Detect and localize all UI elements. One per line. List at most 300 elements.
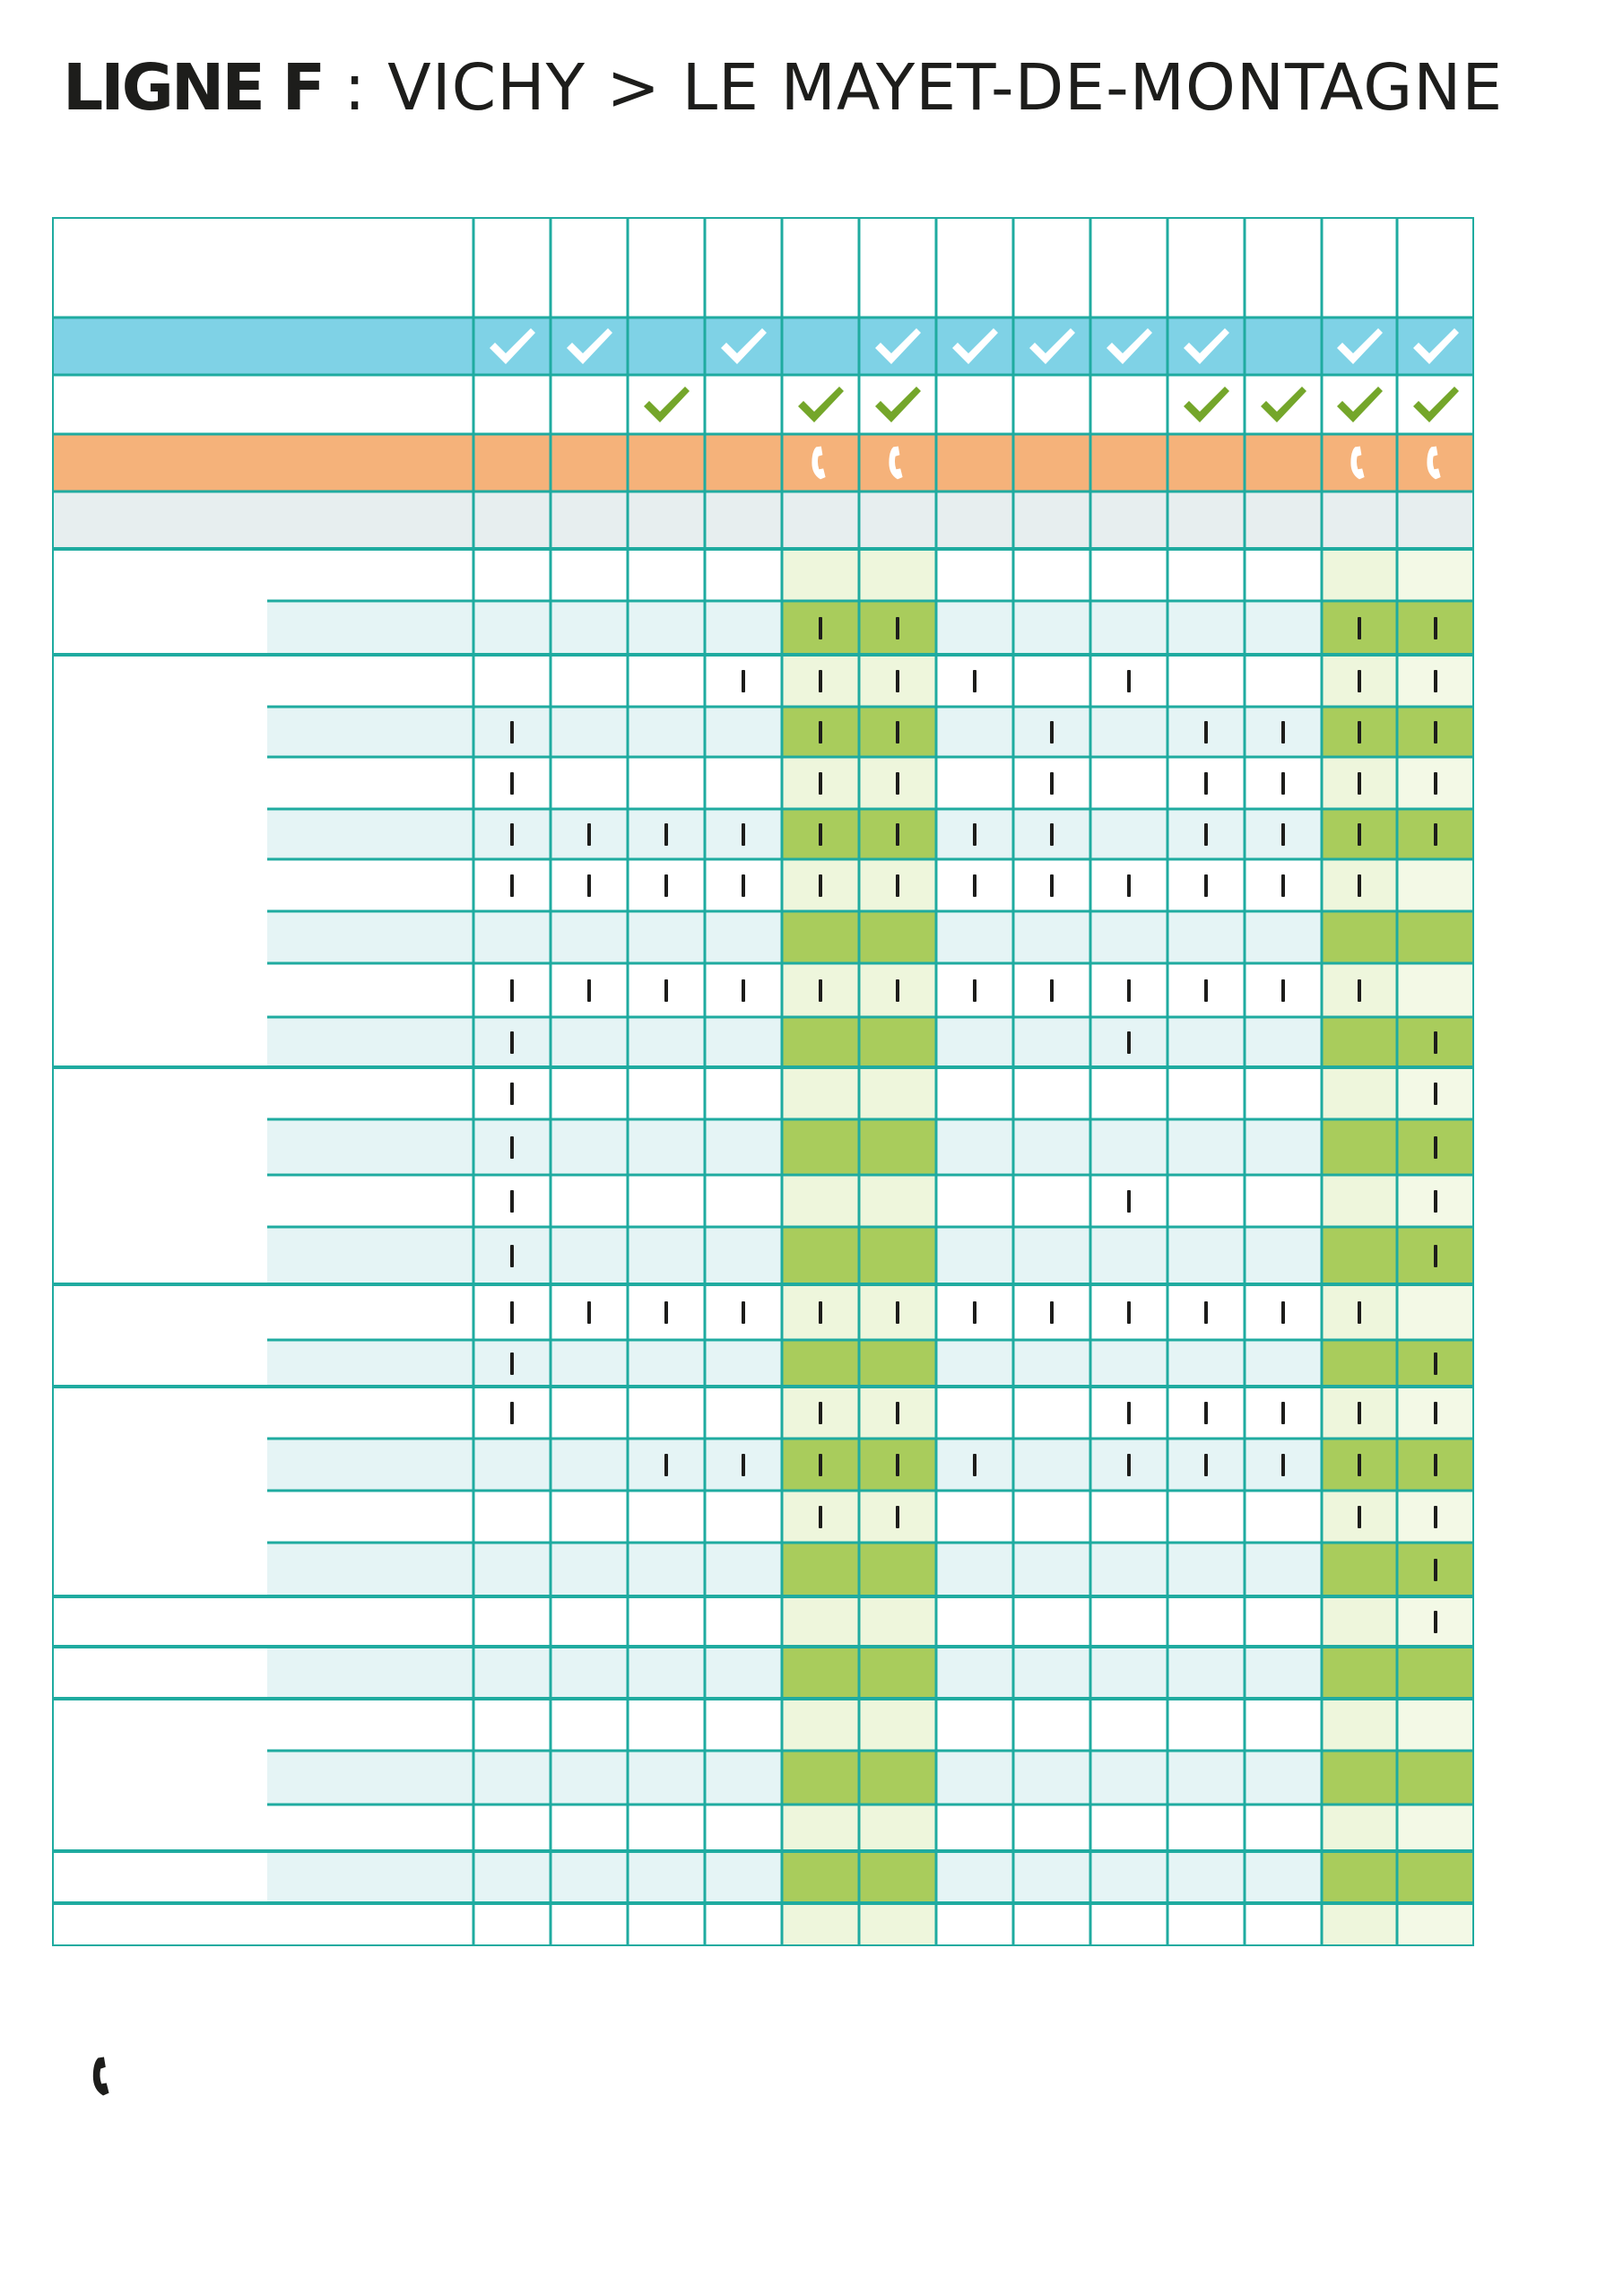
pass-through-bar [1397,655,1474,707]
time-cell [1013,1017,1090,1067]
time-cell [1322,1699,1397,1751]
pass-mark [896,1301,899,1324]
day-header [473,217,551,317]
time-cell [1013,1699,1090,1751]
pass-through-bar [782,655,859,707]
time-cell [1090,1491,1167,1543]
time-cell [859,1340,936,1387]
time-cell [782,1699,859,1751]
pass-through-bar [1245,757,1322,809]
pass-mark [510,1083,514,1105]
time-cell [1013,1903,1090,1946]
time-cell [782,1227,859,1284]
pass-through-bar [1167,963,1245,1017]
pass-mark [1127,1454,1131,1476]
pass-mark [742,874,745,897]
paris-train-time [1397,491,1474,549]
town-name [52,1284,267,1387]
pass-through-bar [859,859,936,911]
time-cell [551,1543,628,1596]
pass-through-bar [1397,707,1474,757]
pass-through-bar [1397,1387,1474,1439]
pass-through-bar [628,1439,705,1491]
time-cell [1322,1017,1397,1067]
time-cell [782,1067,859,1119]
time-cell [1013,1119,1090,1175]
time-cell [1013,1340,1090,1387]
town-name [52,1067,267,1284]
stop-name [267,1017,473,1067]
check-icon [872,325,924,368]
pass-through-bar [1013,809,1090,859]
time-cell [473,1699,551,1751]
time-cell [1167,1699,1245,1751]
day-header [1322,217,1397,317]
time-cell [1090,1067,1167,1119]
time-cell [1245,1227,1322,1284]
time-cell [1090,1903,1167,1946]
time-cell [551,1851,628,1903]
stop-name [267,655,473,707]
pass-mark [1050,874,1054,897]
pass-through-bar [1090,859,1167,911]
pass-mark [1127,979,1131,1002]
time-cell [551,1119,628,1175]
pass-through-bar [705,1284,782,1340]
pass-mark [1204,772,1208,795]
pass-mark [664,874,668,897]
time-cell [1090,1119,1167,1175]
time-cell [628,1067,705,1119]
time-cell [936,1227,1013,1284]
time-cell [1090,1227,1167,1284]
time-cell [473,549,551,601]
time-cell [1013,1387,1090,1439]
pass-mark [1281,721,1285,744]
time-cell [628,549,705,601]
pass-through-bar [473,1119,551,1175]
paris-train-time [705,491,782,549]
time-cell [859,911,936,963]
town-name [52,1596,267,1647]
pass-mark [1358,1402,1361,1424]
time-cell [473,601,551,655]
stop-name [267,1175,473,1227]
stop-name [267,1751,473,1805]
school-period-cell [1397,317,1474,375]
note-cell [473,434,551,491]
time-cell [936,757,1013,809]
town-name [52,1903,267,1946]
note-cell [1245,434,1322,491]
time-cell [551,655,628,707]
pass-through-bar [782,601,859,655]
time-cell [1322,1067,1397,1119]
pass-mark [742,1301,745,1324]
time-cell [473,1491,551,1543]
pass-mark [1281,823,1285,846]
pass-through-bar [1322,707,1397,757]
pass-mark [973,979,976,1002]
pass-mark [819,1454,822,1476]
note-cell [1397,434,1474,491]
pass-mark [1358,874,1361,897]
pass-mark [1358,670,1361,692]
pass-mark [664,823,668,846]
time-cell [705,1543,782,1596]
pass-through-bar [1322,1491,1397,1543]
pass-mark [1434,1559,1437,1581]
pass-through-bar [1397,1067,1474,1119]
time-cell [1245,1543,1322,1596]
time-cell [705,1596,782,1647]
time-cell [628,1119,705,1175]
stop-name [267,1491,473,1543]
time-cell [936,1340,1013,1387]
pass-mark [896,721,899,744]
time-cell [628,757,705,809]
pass-mark [1281,1402,1285,1424]
time-cell [1090,1805,1167,1851]
time-cell [628,1699,705,1751]
pass-through-bar [859,963,936,1017]
school-holiday-cell [628,375,705,434]
stop-name [267,1596,473,1647]
time-cell [1397,1284,1474,1340]
time-cell [936,1017,1013,1067]
pass-mark [1358,772,1361,795]
time-cell [1013,1439,1090,1491]
pass-mark [510,1031,514,1054]
time-cell [1322,549,1397,601]
time-cell [1245,1175,1322,1227]
pass-mark [819,1301,822,1324]
pass-through-bar [1322,655,1397,707]
time-cell [1013,1491,1090,1543]
time-cell [936,1543,1013,1596]
pass-through-bar [1090,655,1167,707]
pass-mark [742,1454,745,1476]
time-cell [1322,1340,1397,1387]
pass-mark [1204,1454,1208,1476]
time-cell [782,1543,859,1596]
school-holiday-cell [782,375,859,434]
time-cell [551,1647,628,1699]
pass-through-bar [628,809,705,859]
time-cell [1245,1119,1322,1175]
school-period-cell [1322,317,1397,375]
time-cell [473,1647,551,1699]
time-cell [551,1439,628,1491]
paris-train-label [52,491,473,549]
time-cell [1013,549,1090,601]
paris-train-time [936,491,1013,549]
pass-through-bar [1245,859,1322,911]
pass-mark [1127,874,1131,897]
pass-mark [819,772,822,795]
check-icon [794,383,846,426]
pass-through-bar [705,1439,782,1491]
day-header [936,217,1013,317]
school-period-cell [473,317,551,375]
day-header [1090,217,1167,317]
stop-name [267,1903,473,1946]
time-cell [936,707,1013,757]
time-cell [551,1751,628,1805]
stop-name [267,1647,473,1699]
pass-mark [742,823,745,846]
note-cell [782,434,859,491]
pass-through-bar [1397,757,1474,809]
note-cell [705,434,782,491]
time-cell [1245,1067,1322,1119]
day-header [1013,217,1090,317]
pass-through-bar [1167,859,1245,911]
phone-icon [1425,445,1446,481]
time-cell [782,1340,859,1387]
time-cell [859,1119,936,1175]
school-period-cell [1090,317,1167,375]
time-cell [628,655,705,707]
time-cell [1013,1067,1090,1119]
pass-through-bar [1013,1284,1090,1340]
time-cell [473,1596,551,1647]
pass-mark [973,670,976,692]
time-cell [473,1805,551,1851]
time-cell [705,1751,782,1805]
school-period-cell [782,317,859,375]
pass-through-bar [1167,1439,1245,1491]
pass-through-bar [1397,1543,1474,1596]
pass-mark [1434,823,1437,846]
school-holiday-cell [936,375,1013,434]
time-cell [1245,1805,1322,1851]
time-cell [1090,549,1167,601]
pass-mark [1127,1031,1131,1054]
stop-name [267,1284,473,1340]
timetable [52,217,1474,1946]
school-holiday-cell [1013,375,1090,434]
pass-through-bar [628,963,705,1017]
time-cell [1322,1227,1397,1284]
time-cell [551,757,628,809]
pass-mark [510,823,514,846]
pass-mark [1358,617,1361,639]
time-cell [1397,911,1474,963]
time-cell [936,1387,1013,1439]
check-icon [1333,325,1385,368]
route-name: : VICHY > LE MAYET-DE-MONTAGNE [323,50,1504,125]
pass-through-bar [1397,1439,1474,1491]
paris-train-time [859,491,936,549]
time-cell [628,1596,705,1647]
pass-mark [1434,1402,1437,1424]
pass-mark [1358,979,1361,1002]
day-header [1245,217,1322,317]
time-cell [705,1175,782,1227]
pass-mark [1358,1301,1361,1324]
check-icon [563,325,615,368]
pass-through-bar [1013,859,1090,911]
time-cell [782,1119,859,1175]
time-cell [859,1017,936,1067]
time-cell [1167,1491,1245,1543]
check-icon [872,383,924,426]
stop-name [267,757,473,809]
pass-mark [1050,823,1054,846]
town-name [52,1699,267,1851]
school-holiday-cell [1090,375,1167,434]
time-cell [1245,1017,1322,1067]
time-cell [1397,1699,1474,1751]
school-periods-label [52,317,473,375]
time-cell [705,1387,782,1439]
time-cell [551,1699,628,1751]
time-cell [936,1699,1013,1751]
time-cell [1167,1227,1245,1284]
pass-mark [510,1136,514,1159]
time-cell [1322,1175,1397,1227]
time-cell [628,1340,705,1387]
time-cell [1013,1543,1090,1596]
time-cell [1245,1596,1322,1647]
time-cell [551,1805,628,1851]
time-cell [705,1805,782,1851]
pass-through-bar [551,809,628,859]
pass-through-bar [782,859,859,911]
time-cell [705,601,782,655]
school-holiday-cell [705,375,782,434]
pass-mark [1434,721,1437,744]
time-cell [473,911,551,963]
pass-mark [587,1301,591,1324]
time-cell [1090,1340,1167,1387]
pass-through-bar [1397,1175,1474,1227]
day-header [551,217,628,317]
time-cell [782,1751,859,1805]
paris-train-time [1090,491,1167,549]
time-cell [628,1543,705,1596]
pass-mark [1434,1352,1437,1375]
pass-through-bar [1322,1439,1397,1491]
note-cell [859,434,936,491]
time-cell [936,1805,1013,1851]
pass-through-bar [859,809,936,859]
time-cell [859,1699,936,1751]
time-cell [473,1439,551,1491]
pass-mark [1434,1136,1437,1159]
pass-mark [1050,772,1054,795]
time-cell [1322,1851,1397,1903]
pass-through-bar [782,963,859,1017]
time-cell [551,549,628,601]
time-cell [1090,1596,1167,1647]
pass-through-bar [936,809,1013,859]
time-cell [705,911,782,963]
pass-through-bar [936,655,1013,707]
pass-through-bar [1397,1491,1474,1543]
pass-through-bar [705,809,782,859]
pass-through-bar [936,859,1013,911]
time-cell [628,1175,705,1227]
time-cell [859,1647,936,1699]
time-cell [473,1903,551,1946]
note-cell [1090,434,1167,491]
time-cell [705,1119,782,1175]
time-cell [551,1903,628,1946]
time-cell [628,1017,705,1067]
stop-name [267,911,473,963]
time-cell [1167,1805,1245,1851]
check-icon [949,325,1001,368]
pass-through-bar [1322,757,1397,809]
pass-mark [896,979,899,1002]
time-cell [705,757,782,809]
time-cell [1090,757,1167,809]
stop-name [267,859,473,911]
pass-through-bar [473,859,551,911]
time-cell [628,1491,705,1543]
time-cell [551,1596,628,1647]
pass-through-bar [1167,757,1245,809]
pass-through-bar [1090,1387,1167,1439]
note-cell [1322,434,1397,491]
pass-mark [664,1454,668,1476]
pass-through-bar [782,1387,859,1439]
phone-icon [810,445,831,481]
pass-mark [1281,1454,1285,1476]
pass-through-bar [1397,601,1474,655]
pass-through-bar [1090,1284,1167,1340]
time-cell [1167,1751,1245,1805]
pass-through-bar [859,1439,936,1491]
time-cell [936,601,1013,655]
time-cell [473,1851,551,1903]
time-cell [551,1067,628,1119]
pass-through-bar [1245,809,1322,859]
time-cell [551,1491,628,1543]
time-cell [1397,549,1474,601]
time-cell [782,1647,859,1699]
time-cell [1167,1017,1245,1067]
stop-name [267,549,473,601]
time-cell [782,1903,859,1946]
time-cell [1397,1903,1474,1946]
pass-mark [510,721,514,744]
time-cell [551,601,628,655]
school-period-cell [1167,317,1245,375]
town-name [52,655,267,1067]
notes-label [52,434,473,491]
pass-through-bar [473,1175,551,1227]
school-period-cell [1245,317,1322,375]
pass-mark [1127,670,1131,692]
pass-mark [819,670,822,692]
day-header [782,217,859,317]
time-cell [1167,655,1245,707]
stop-name [267,1387,473,1439]
time-cell [473,655,551,707]
day-header [859,217,936,317]
time-cell [1322,1596,1397,1647]
time-cell [1397,1851,1474,1903]
pass-through-bar [473,757,551,809]
pass-mark [896,670,899,692]
town-name [52,1851,267,1903]
school-period-cell [551,317,628,375]
pass-mark [896,1454,899,1476]
pass-through-bar [1090,963,1167,1017]
